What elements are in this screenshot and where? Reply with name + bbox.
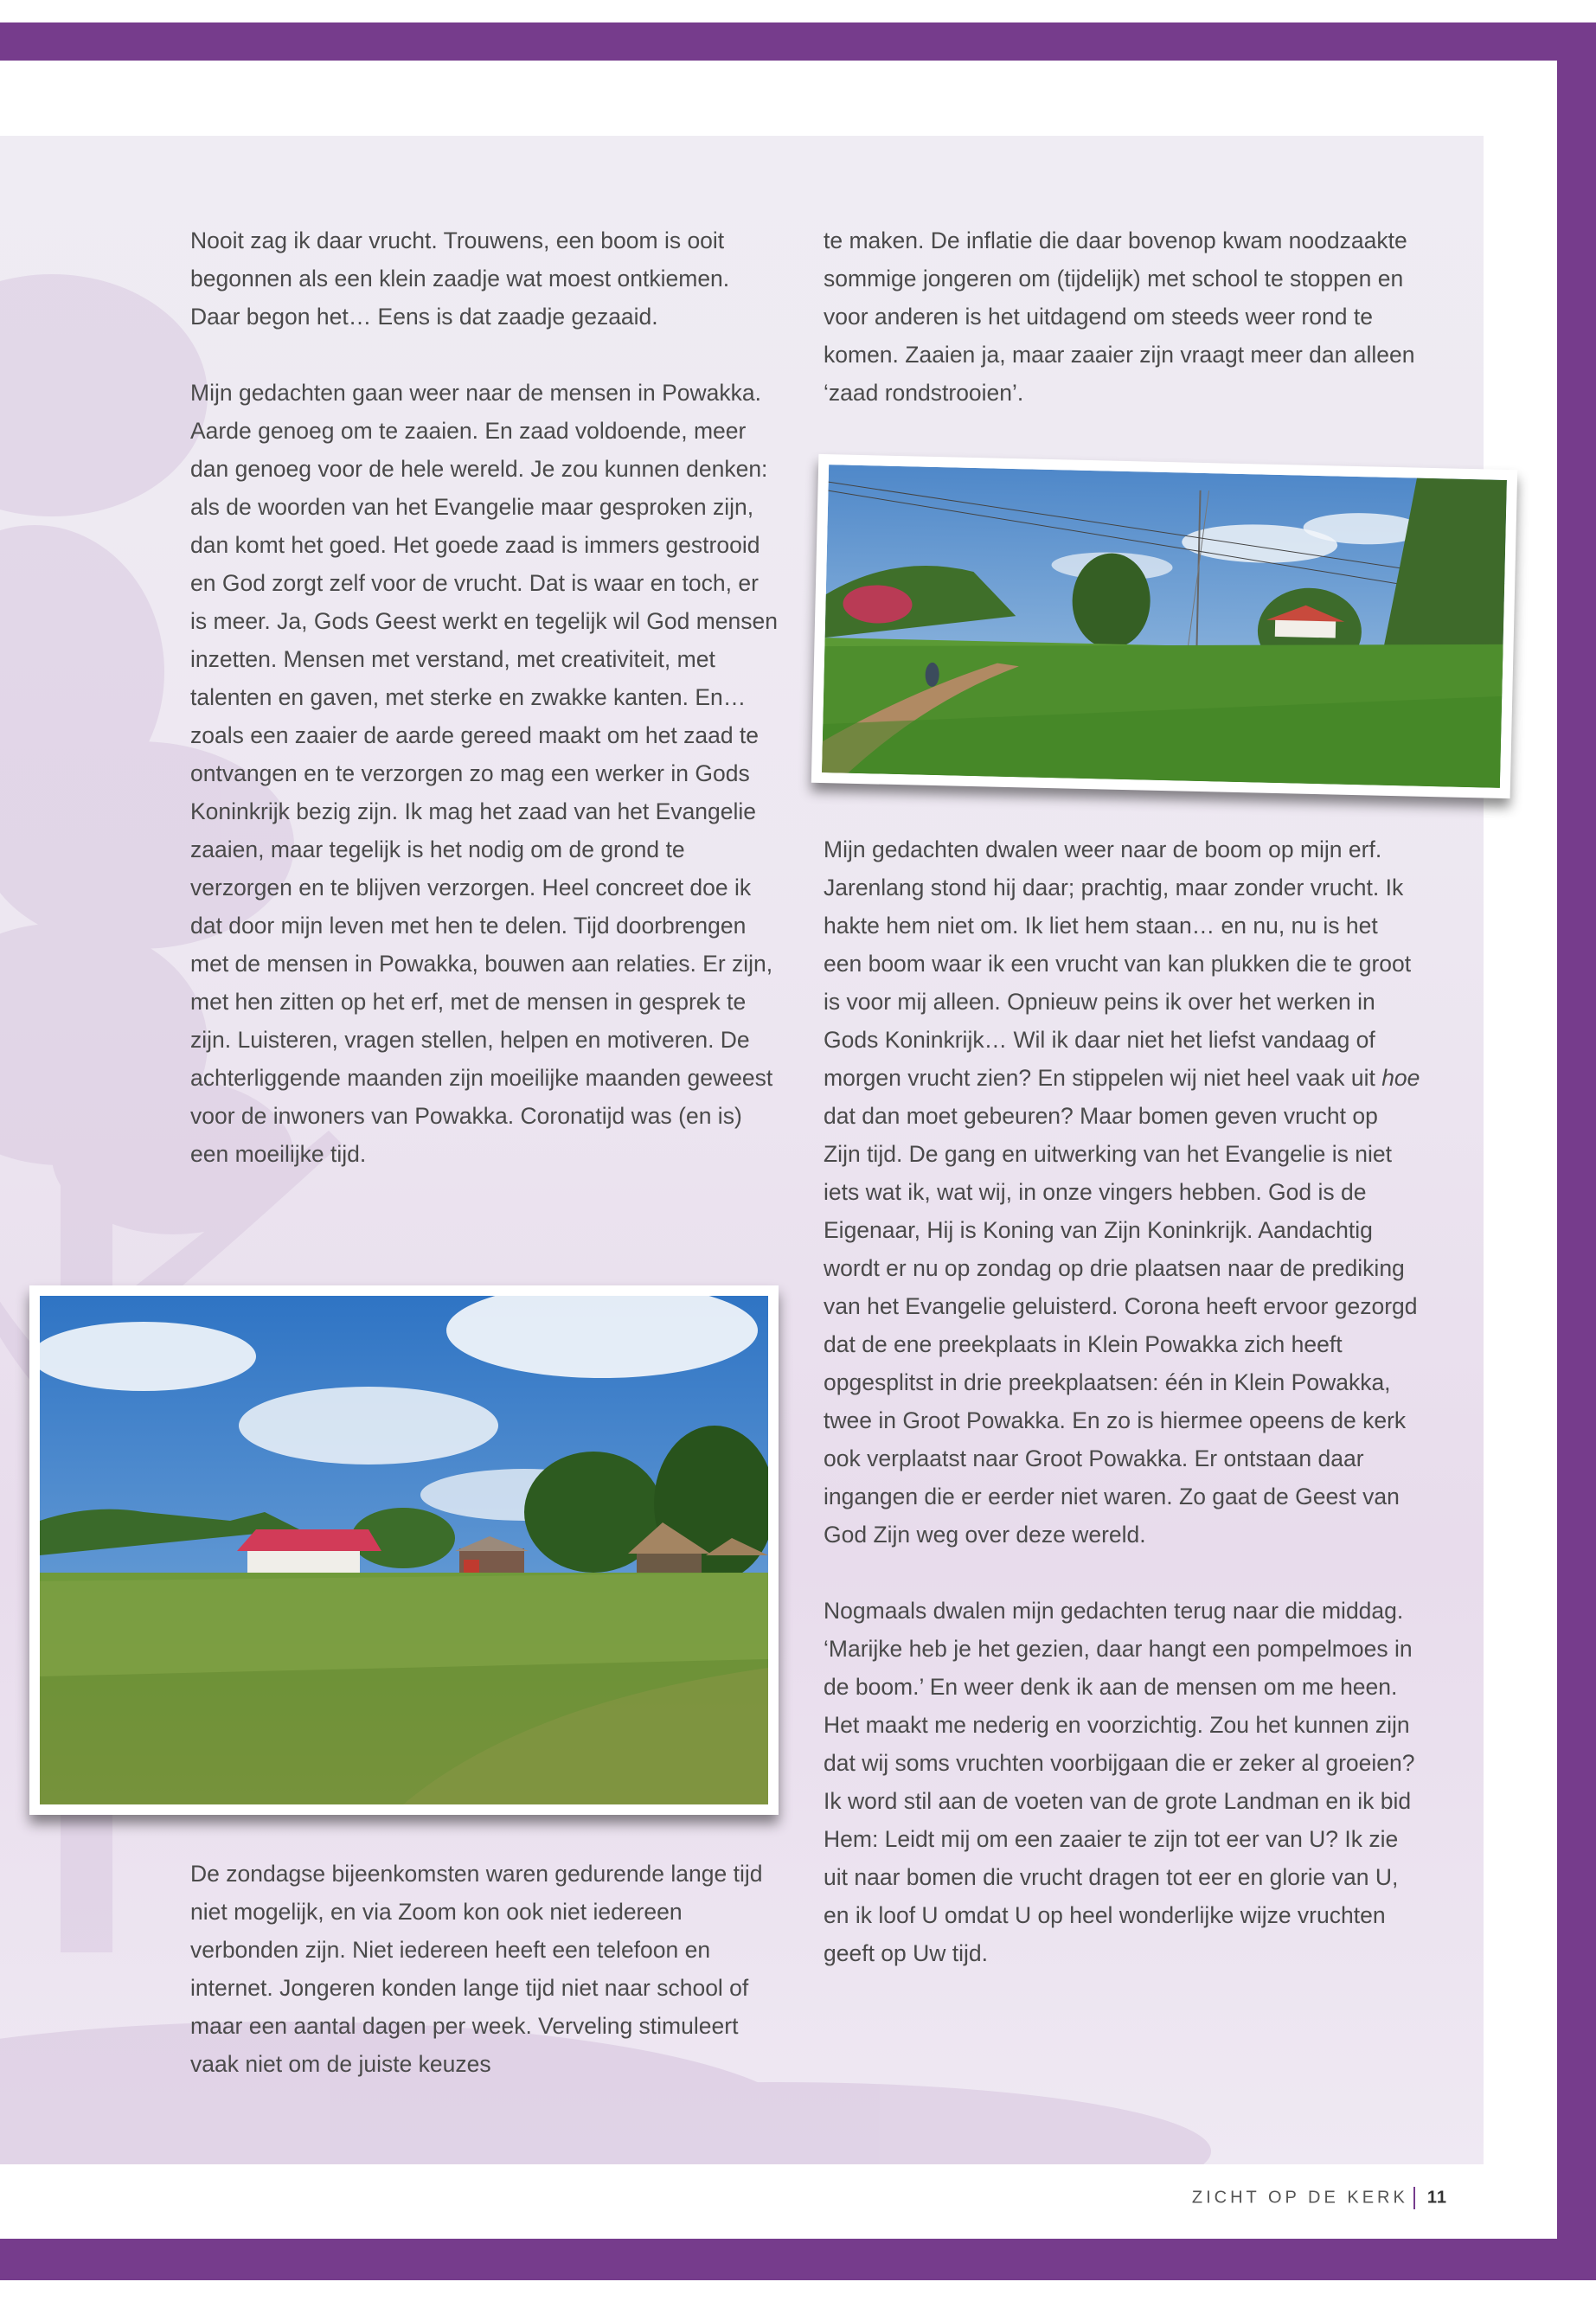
frame-bottom-bar [0, 2239, 1596, 2280]
frame-right-bar [1557, 22, 1596, 2272]
paragraph: De zondagse bijeenkomsten waren gedurende lange tijd niet mogelijk, en via Zoom kon ook niet iedereen verbonden zijn. Niet iedereen heeft een telefoon en internet. Jongeren konden lange tijd niet naar school of maar een aantal dagen per week. Verveling stimuleert vaak niet om de juiste keuzes [190, 1861, 763, 2077]
paragraph: Nogmaals dwalen mijn gedachten terug naar die middag. ‘Marijke heb je het gezien, daar hangt een pompelmoes in de boom.’ En weer denk ik aan de mensen om me heen. Het maakt me nederig en voorzichtig. Zou het kunnen zijn dat wij soms vruchten voorbijgaan die er zeker al groeien? Ik word stil aan de voeten van de grote Landman en ik bid Hem: Leidt mij om een zaaier te zijn tot eer van U? Ik zie uit naar bomen die vrucht dragen tot eer en glorie van U, en ik loof U omdat U op heel wonderlijke wijze vruchten geeft op Uw tijd. [824, 1598, 1415, 1966]
paragraph-text: dat dan moet gebeuren? Maar bomen geven vrucht op Zijn tijd. De gang en uitwerking van het Evangelie is niet iets wat ik, wat wij, in onze vingers hebben. God is de Eigenaar, Hij is Koning van Zijn Koninkrijk. Aandachtig wordt er nu op zondag op drie plaatsen naar de prediking van het Evangelie geluisterd. Corona heeft ervoor gezorgd dat de ene preekplaats in Klein Powakka zich heeft opgesplitst in drie preekplaatsen: één in Klein Powakka, twee in Groot Powakka. En zo is hiermee opeens de kerk ook verplaatst naar Groot Powakka. Er ontstaan daar ingangen die er eerder niet waren. Zo gaat de Geest van God Zijn weg over deze wereld. [824, 1103, 1418, 1548]
photo-village-field-image [40, 1296, 768, 1804]
paragraph-text: Mijn gedachten dwalen weer naar de boom op mijn erf. Jarenlang stond hij daar; prachtig, maar zonder vrucht. Ik hakte hem niet om. Ik liet hem staan… en nu, nu is het een boom waar ik een vrucht van kan plukken die te groot is voor mij alleen. Opnieuw peins ik over het werken in Gods Koninkrijk… Wil ik daar niet het liefst vandaag of morgen vrucht zien? En stippelen wij niet heel vaak uit [824, 836, 1412, 1091]
paragraph [824, 830, 1420, 1554]
magazine-name: ZICHT OP DE KERK [1191, 2188, 1408, 2208]
frame-top-bar [0, 22, 1596, 61]
page-footer [1192, 2187, 1447, 2209]
paragraph: Mijn gedachten gaan weer naar de mensen in Powakka. Aarde genoeg om te zaaien. En zaad voldoende, meer dan genoeg voor de hele wereld. Je zou kunnen denken: als de woorden van het Evangelie maar gesproken zijn, dan komt het goed. Het goede zaad is immers gestrooid en God zorgt zelf voor de vrucht. Dat is waar en toch, er is meer. Ja, Gods Geest werkt en tegelijk wil God mensen inzetten. Mensen met verstand, met creativiteit, met talenten en gaven, met sterke en zwakke kanten. En… zoals een zaaier de aarde gereed maakt om het zaad te ontvangen en te verzorgen zo mag een werker in Gods Koninkrijk bezig zijn. Ik mag het zaad van het Evangelie zaaien, maar tegelijk is het nodig om de grond te verzorgen en te blijven verzorgen. Heel concreet doe ik dat door mijn leven met hen te delen. Tijd doorbrengen met de mensen in Powakka, bouwen aan relaties. Er zijn, met hen zitten op het erf, met de mensen in gesprek te zijn. Luisteren, vragen stellen, helpen en motiveren. De achterliggende maanden zijn moeilijke maanden geweest voor de inwoners van Powakka. Coronatijd was (en is) een moeilijke tijd. [190, 380, 778, 1167]
paragraph: te maken. De inflatie die daar bovenop kwam noodzaakte sommige jongeren om (tijdelijk) met school te stoppen en voor anderen is het uitdagend om steeds weer rond te komen. Zaaien ja, maar zaaier zijn vraagt meer dan alleen ‘zaad rondstrooien’. [824, 228, 1415, 406]
photo-road-landscape [811, 454, 1517, 798]
article-column-right-top [824, 221, 1420, 412]
footer-divider [1413, 2187, 1415, 2209]
page-number: 11 [1426, 2188, 1447, 2208]
photo-village-field [29, 1285, 779, 1815]
article-column-right-bottom [824, 830, 1420, 1972]
article-column-left-top [190, 221, 779, 1173]
article-column-left-bottom [190, 1855, 779, 2083]
photo-road-landscape-image [822, 465, 1507, 788]
paragraph: Nooit zag ik daar vrucht. Trouwens, een boom is ooit begonnen als een klein zaadje wat moest ontkiemen. Daar begon het… Eens is dat zaadje gezaaid. [190, 228, 730, 330]
emphasized-text: hoe [1381, 1065, 1420, 1091]
